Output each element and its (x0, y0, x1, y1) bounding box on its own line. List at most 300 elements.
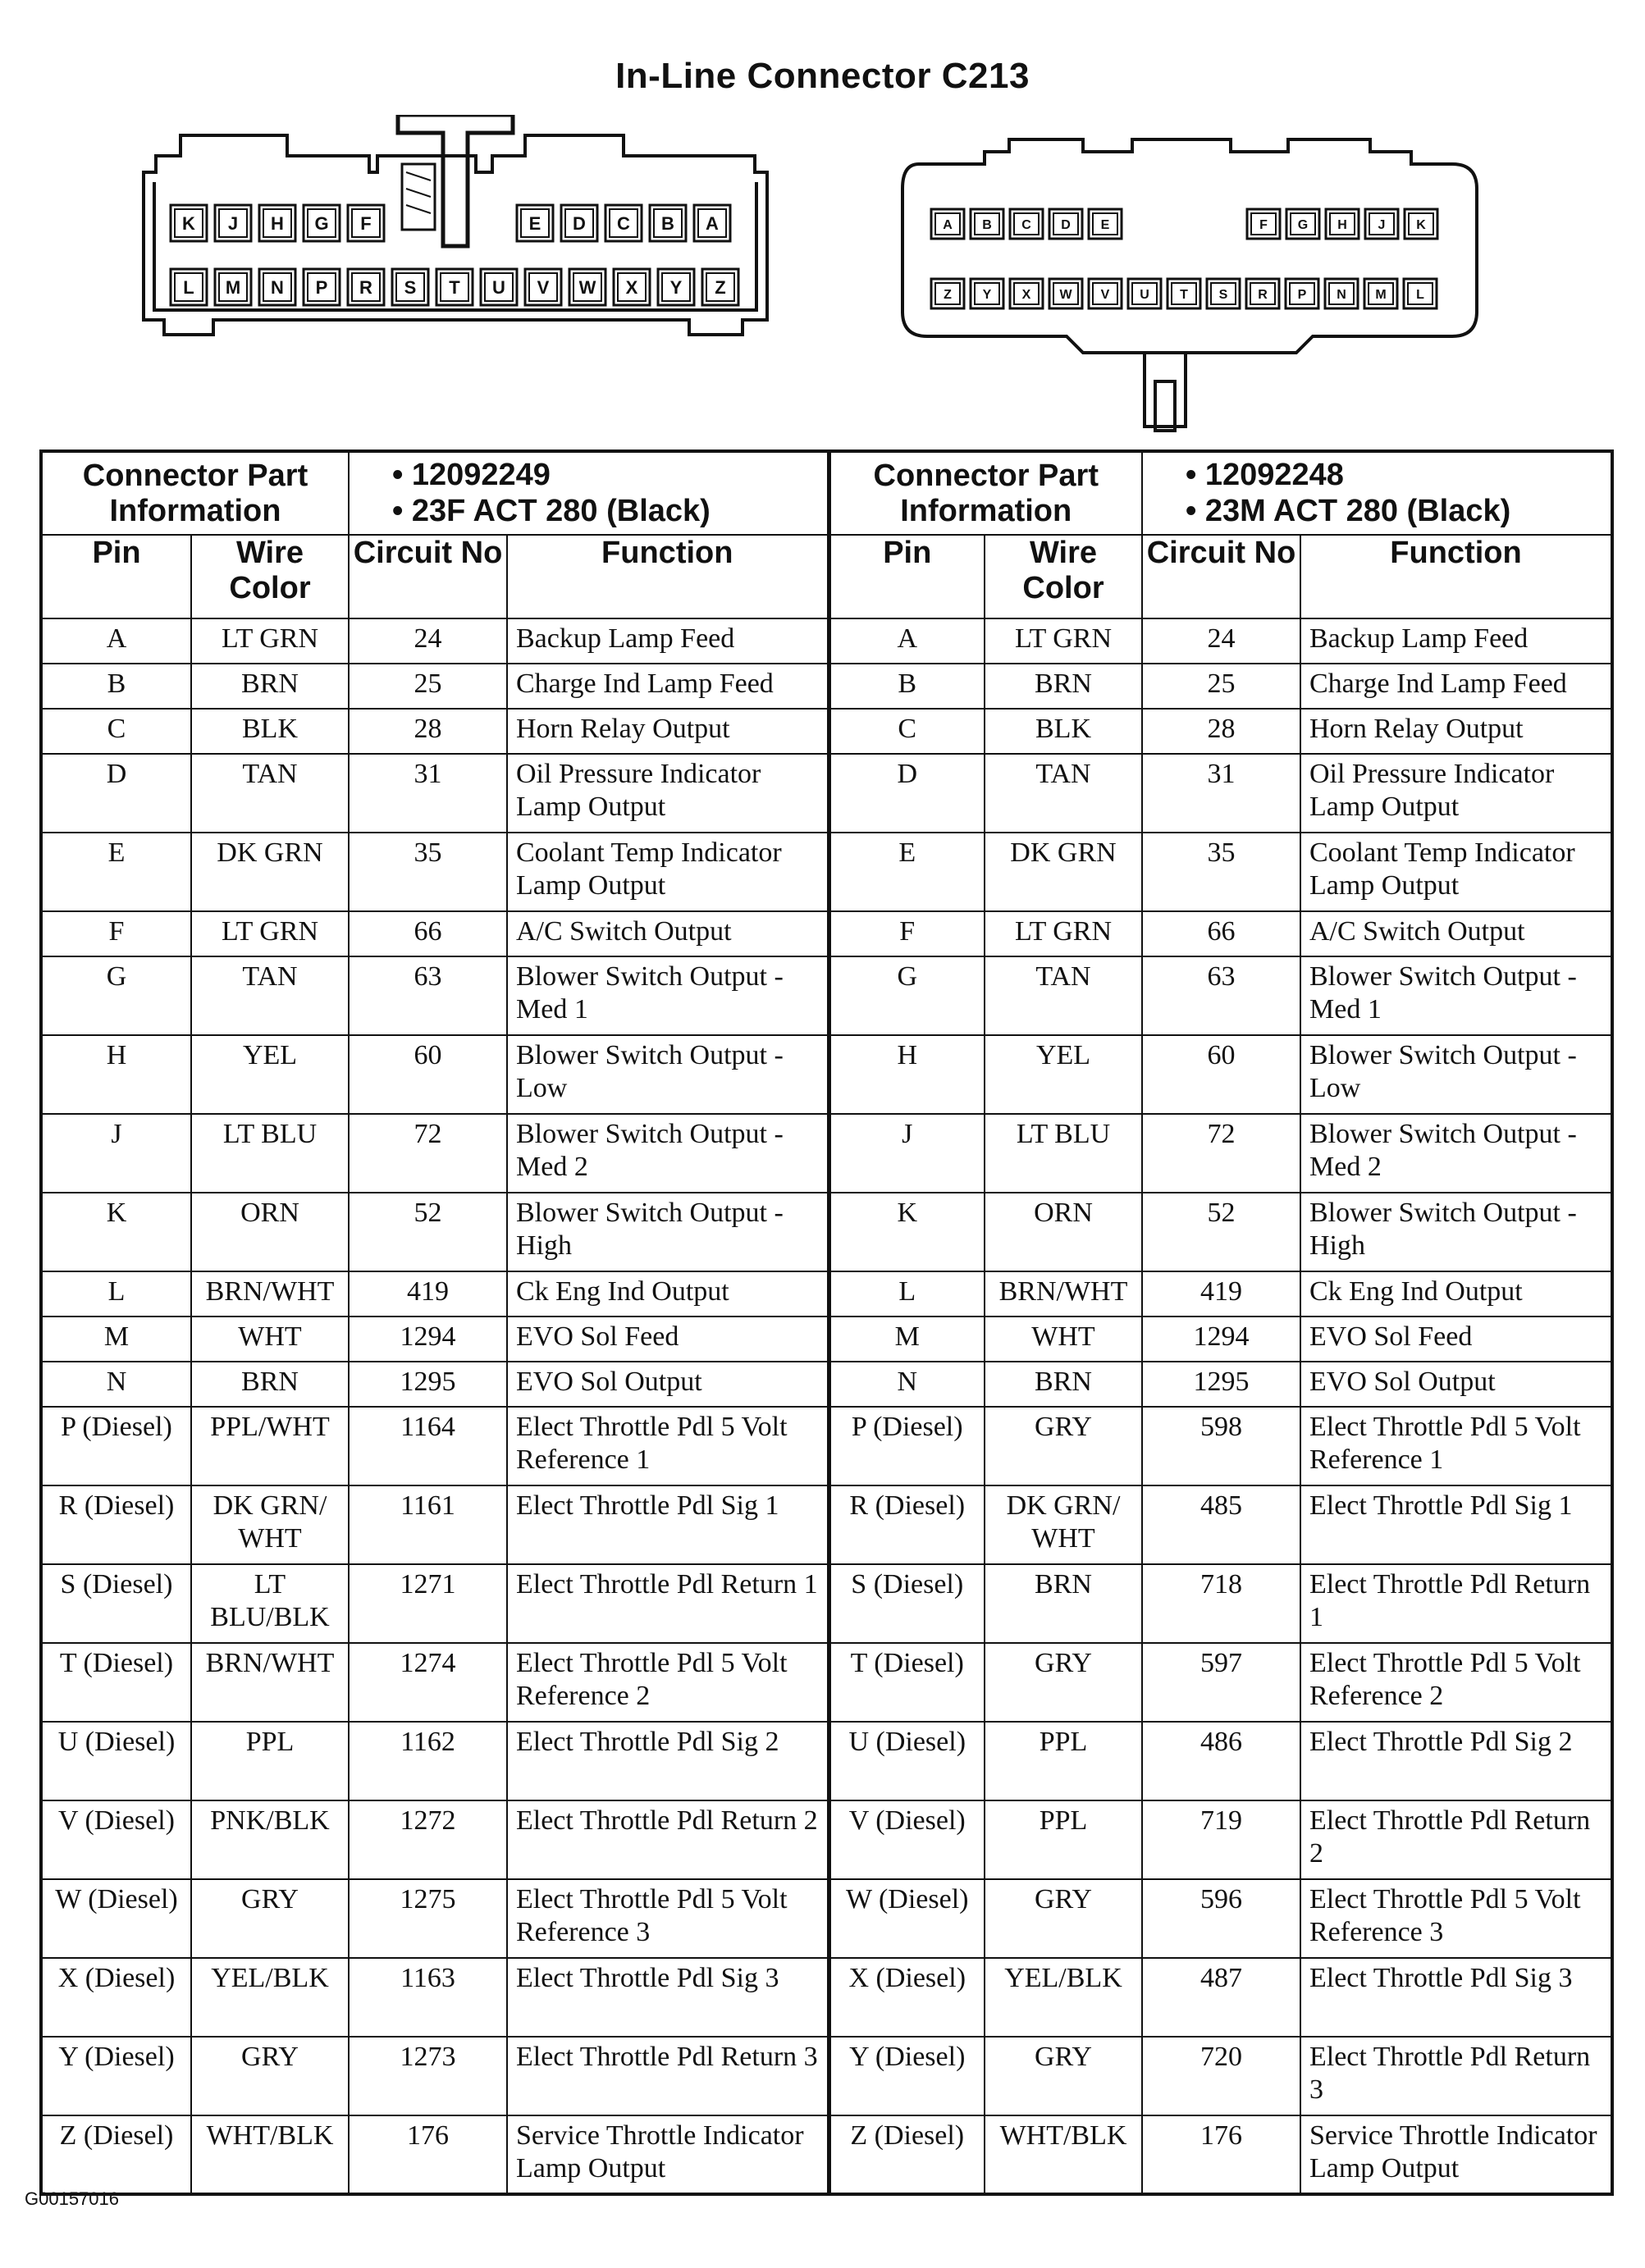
function-cell: Elect Throttle Pdl Sig 2 (1300, 1722, 1612, 1800)
table-row (41, 1485, 1612, 1564)
pin-label: B (982, 217, 992, 232)
function-cell: Service Throttle Indicator Lamp Output (1300, 2115, 1612, 2194)
pin-cell: Z (Diesel) (41, 2115, 191, 2194)
function-cell: Blower Switch Output - High (507, 1193, 829, 1271)
function-cell: Blower Switch Output - Med 2 (1300, 1114, 1612, 1193)
wire-color-cell: BRN (985, 1362, 1142, 1407)
pin-cavity-j (215, 205, 251, 241)
circuit-no-cell: 1294 (1142, 1317, 1300, 1362)
circuit-no-cell: 1163 (349, 1958, 507, 2037)
function-cell: Elect Throttle Pdl Return 1 (1300, 1564, 1612, 1643)
wire-color-cell: YEL/BLK (985, 1958, 1142, 2037)
left-part-description: • 23F ACT 280 (Black) (392, 493, 711, 528)
circuit-no-cell: 419 (349, 1271, 507, 1317)
column-header-pin: Pin (829, 535, 985, 618)
table-row (41, 1193, 1612, 1271)
function-cell: Backup Lamp Feed (507, 618, 829, 664)
pin-cell: Y (Diesel) (829, 2037, 985, 2115)
female-bottom-pins (171, 269, 738, 305)
wire-color-cell: DK GRN (985, 833, 1142, 911)
table-row (41, 1643, 1612, 1722)
function-cell: Elect Throttle Pdl Sig 1 (507, 1485, 829, 1564)
table-row (41, 2037, 1612, 2115)
right-part-number: • 12092248 (1186, 457, 1344, 492)
circuit-no-cell: 52 (1142, 1193, 1300, 1271)
pin-label: P (315, 276, 328, 298)
circuit-no-cell: 487 (1142, 1958, 1300, 2037)
circuit-no-cell: 597 (1142, 1643, 1300, 1722)
pin-label: M (1375, 287, 1387, 302)
circuit-no-cell: 72 (1142, 1114, 1300, 1193)
circuit-no-cell: 419 (1142, 1271, 1300, 1317)
wire-color-cell: LT GRN (191, 618, 349, 664)
function-cell: Horn Relay Output (507, 709, 829, 754)
pin-cavity-g (1286, 209, 1319, 239)
pin-cell: A (41, 618, 191, 664)
function-cell: Blower Switch Output - Med 1 (507, 956, 829, 1035)
pin-cell: C (829, 709, 985, 754)
function-cell: Elect Throttle Pdl 5 Volt Reference 1 (507, 1407, 829, 1485)
wire-color-cell: GRY (985, 2037, 1142, 2115)
left-connector-info-label: Connector Part Information (41, 451, 349, 535)
pin-label: Y (669, 276, 683, 298)
circuit-no-cell: 486 (1142, 1722, 1300, 1800)
pin-label: C (1021, 217, 1031, 232)
wire-color-cell: ORN (985, 1193, 1142, 1271)
pin-cavity-w (569, 269, 605, 305)
function-cell: EVO Sol Feed (1300, 1317, 1612, 1362)
wire-color-cell: LT BLU/BLK (191, 1564, 349, 1643)
wire-color-cell: WHT (191, 1317, 349, 1362)
table-row (41, 1800, 1612, 1879)
column-header-row (41, 535, 1612, 618)
table-row (41, 664, 1612, 709)
pin-label: F (1259, 217, 1268, 232)
circuit-no-cell: 1164 (349, 1407, 507, 1485)
pin-cavity-a (931, 209, 964, 239)
pin-cell: S (Diesel) (41, 1564, 191, 1643)
wire-color-cell: LT BLU (985, 1114, 1142, 1193)
pin-label: H (271, 212, 284, 234)
pin-label: B (661, 212, 674, 234)
wire-color-cell: BRN (191, 1362, 349, 1407)
table-row (41, 1362, 1612, 1407)
function-cell: Elect Throttle Pdl 5 Volt Reference 3 (507, 1879, 829, 1958)
circuit-no-cell: 720 (1142, 2037, 1300, 2115)
function-cell: Elect Throttle Pdl Return 2 (1300, 1800, 1612, 1879)
pin-cavity-t (1167, 279, 1200, 308)
wire-color-cell: PPL (191, 1722, 349, 1800)
wire-color-cell: ORN (191, 1193, 349, 1271)
function-cell: Coolant Temp Indicator Lamp Output (1300, 833, 1612, 911)
circuit-no-cell: 31 (1142, 754, 1300, 833)
wire-color-cell: LT BLU (191, 1114, 349, 1193)
pin-cavity-k (1405, 209, 1437, 239)
pin-cell: L (829, 1271, 985, 1317)
function-cell: EVO Sol Output (1300, 1362, 1612, 1407)
pin-cavity-t (436, 269, 473, 305)
pin-cell: A (829, 618, 985, 664)
circuit-no-cell: 1294 (349, 1317, 507, 1362)
pin-cell: W (Diesel) (41, 1879, 191, 1958)
pin-cavity-s (1207, 279, 1240, 308)
pin-label: T (449, 276, 460, 298)
pin-label: V (1100, 287, 1110, 302)
pin-cell: V (Diesel) (829, 1800, 985, 1879)
pin-label: U (1140, 287, 1149, 302)
pin-label: D (1061, 217, 1071, 232)
male-bottom-pins (931, 279, 1437, 308)
page-title: In-Line Connector C213 (615, 56, 1030, 96)
pinout-body (41, 618, 1612, 2194)
circuit-no-cell: 60 (1142, 1035, 1300, 1114)
wire-color-cell: BLK (191, 709, 349, 754)
function-cell: Oil Pressure Indicator Lamp Output (1300, 754, 1612, 833)
pin-cell: M (829, 1317, 985, 1362)
wire-color-cell: GRY (985, 1643, 1142, 1722)
function-cell: Blower Switch Output - Med 2 (507, 1114, 829, 1193)
circuit-no-cell: 31 (349, 754, 507, 833)
circuit-no-cell: 25 (349, 664, 507, 709)
function-cell: Ck Eng Ind Output (507, 1271, 829, 1317)
pin-cavity-b (650, 205, 686, 241)
circuit-no-cell: 1274 (349, 1643, 507, 1722)
circuit-no-cell: 66 (349, 911, 507, 956)
function-cell: Elect Throttle Pdl 5 Volt Reference 3 (1300, 1879, 1612, 1958)
pin-cavity-n (259, 269, 295, 305)
circuit-no-cell: 1295 (349, 1362, 507, 1407)
figure-code: G00157016 (25, 2188, 119, 2209)
pin-cavity-a (694, 205, 730, 241)
function-cell: Elect Throttle Pdl Sig 2 (507, 1722, 829, 1800)
pin-cell: C (41, 709, 191, 754)
pin-label: X (1021, 287, 1031, 302)
wire-color-cell: PPL (985, 1722, 1142, 1800)
circuit-no-cell: 35 (1142, 833, 1300, 911)
function-cell: Elect Throttle Pdl 5 Volt Reference 2 (1300, 1643, 1612, 1722)
pin-label: U (492, 276, 505, 298)
pin-cell: E (829, 833, 985, 911)
pin-cavity-r (348, 269, 384, 305)
table-row (41, 709, 1612, 754)
pin-label: N (271, 276, 284, 298)
pin-cell: H (41, 1035, 191, 1114)
circuit-no-cell: 719 (1142, 1800, 1300, 1879)
function-cell: Elect Throttle Pdl Sig 1 (1300, 1485, 1612, 1564)
circuit-no-cell: 1161 (349, 1485, 507, 1564)
function-cell: Elect Throttle Pdl 5 Volt Reference 1 (1300, 1407, 1612, 1485)
wire-color-cell: YEL (191, 1035, 349, 1114)
pin-cavity-h (259, 205, 295, 241)
wire-color-cell: YEL (985, 1035, 1142, 1114)
pin-cavity-l (171, 269, 207, 305)
pin-cavity-n (1325, 279, 1358, 308)
pin-label: K (1416, 217, 1426, 232)
wire-color-cell: WHT (985, 1317, 1142, 1362)
pin-cavity-r (1246, 279, 1279, 308)
pin-cell: N (829, 1362, 985, 1407)
wire-color-cell: DK GRN/ WHT (191, 1485, 349, 1564)
function-cell: Blower Switch Output - Med 1 (1300, 956, 1612, 1035)
wire-color-cell: YEL/BLK (191, 1958, 349, 2037)
circuit-no-cell: 176 (1142, 2115, 1300, 2194)
pin-cell: K (829, 1193, 985, 1271)
table-row (41, 1114, 1612, 1193)
pin-cell: L (41, 1271, 191, 1317)
circuit-no-cell: 28 (349, 709, 507, 754)
wire-color-cell: BRN (985, 664, 1142, 709)
pin-label: R (1258, 287, 1268, 302)
function-cell: Elect Throttle Pdl Return 1 (507, 1564, 829, 1643)
wire-color-cell: TAN (985, 754, 1142, 833)
wire-color-cell: BRN (191, 664, 349, 709)
wire-color-cell: BRN/WHT (985, 1271, 1142, 1317)
male-top-right-pins (1247, 209, 1437, 239)
pin-cavity-j (1365, 209, 1398, 239)
pin-label: L (183, 276, 194, 298)
pin-cavity-x (1010, 279, 1043, 308)
wire-color-cell: LT GRN (985, 618, 1142, 664)
pin-cavity-x (614, 269, 650, 305)
circuit-no-cell: 1272 (349, 1800, 507, 1879)
pin-cavity-m (1364, 279, 1397, 308)
male-top-left-pins (931, 209, 1122, 239)
table-row (41, 1564, 1612, 1643)
pin-cavity-u (1128, 279, 1161, 308)
function-cell: Charge Ind Lamp Feed (1300, 664, 1612, 709)
pin-cell: P (Diesel) (829, 1407, 985, 1485)
circuit-no-cell: 485 (1142, 1485, 1300, 1564)
circuit-no-cell: 24 (1142, 618, 1300, 664)
wire-color-cell: GRY (191, 2037, 349, 2115)
pin-cavity-w (1049, 279, 1082, 308)
wire-color-cell: TAN (985, 956, 1142, 1035)
function-cell: Horn Relay Output (1300, 709, 1612, 754)
function-cell: EVO Sol Output (507, 1362, 829, 1407)
function-cell: Blower Switch Output - Low (1300, 1035, 1612, 1114)
pin-cell: K (41, 1193, 191, 1271)
circuit-no-cell: 25 (1142, 664, 1300, 709)
wire-color-cell: GRY (985, 1879, 1142, 1958)
pin-label: Z (715, 276, 726, 298)
pin-label: G (314, 212, 329, 234)
pin-label: A (706, 212, 719, 234)
table-row (41, 1958, 1612, 2037)
function-cell: Oil Pressure Indicator Lamp Output (507, 754, 829, 833)
table-row (41, 2115, 1612, 2194)
table-row (41, 1722, 1612, 1800)
wire-color-cell: GRY (985, 1407, 1142, 1485)
pin-cavity-u (481, 269, 517, 305)
function-cell: Ck Eng Ind Output (1300, 1271, 1612, 1317)
pin-label: J (1378, 217, 1386, 232)
circuit-no-cell: 1162 (349, 1722, 507, 1800)
pin-cavity-l (1404, 279, 1437, 308)
pin-cavity-p (304, 269, 340, 305)
pin-label: E (1100, 217, 1110, 232)
function-cell: Backup Lamp Feed (1300, 618, 1612, 664)
circuit-no-cell: 72 (349, 1114, 507, 1193)
pin-label: W (578, 276, 596, 298)
wire-color-cell: TAN (191, 754, 349, 833)
wire-color-cell: BRN/WHT (191, 1271, 349, 1317)
pin-cell: V (Diesel) (41, 1800, 191, 1879)
pin-cell: T (Diesel) (41, 1643, 191, 1722)
right-connector-info-label: Connector Part Information (829, 451, 1142, 535)
circuit-no-cell: 1275 (349, 1879, 507, 1958)
function-cell: A/C Switch Output (1300, 911, 1612, 956)
pin-label: S (1218, 287, 1228, 302)
function-cell: Elect Throttle Pdl Return 3 (1300, 2037, 1612, 2115)
circuit-no-cell: 1271 (349, 1564, 507, 1643)
function-cell: Service Throttle Indicator Lamp Output (507, 2115, 829, 2194)
wire-color-cell: PPL (985, 1800, 1142, 1879)
function-cell: Blower Switch Output - Low (507, 1035, 829, 1114)
table-row (41, 1407, 1612, 1485)
wire-color-cell: PNK/BLK (191, 1800, 349, 1879)
pin-cavity-f (348, 205, 384, 241)
table-row (41, 1879, 1612, 1958)
circuit-no-cell: 60 (349, 1035, 507, 1114)
circuit-no-cell: 718 (1142, 1564, 1300, 1643)
pin-cavity-d (1049, 209, 1082, 239)
pin-cell: J (829, 1114, 985, 1193)
pin-cell: Z (Diesel) (829, 2115, 985, 2194)
wire-color-cell: WHT/BLK (191, 2115, 349, 2194)
circuit-no-cell: 24 (349, 618, 507, 664)
right-part-description: • 23M ACT 280 (Black) (1186, 493, 1511, 528)
circuit-no-cell: 63 (349, 956, 507, 1035)
pin-cavity-c (605, 205, 642, 241)
pin-label: J (227, 212, 239, 234)
table-row (41, 1271, 1612, 1317)
pin-cavity-v (525, 269, 561, 305)
pin-label: T (1180, 287, 1188, 302)
circuit-no-cell: 1273 (349, 2037, 507, 2115)
pin-cell: F (829, 911, 985, 956)
column-header-pin: Pin (41, 535, 191, 618)
right-connector-part-info (1142, 451, 1612, 535)
left-connector-part-info (349, 451, 829, 535)
circuit-no-cell: 63 (1142, 956, 1300, 1035)
pin-label: K (182, 212, 195, 234)
pin-cell: X (Diesel) (829, 1958, 985, 2037)
wire-color-cell: BLK (985, 709, 1142, 754)
pin-label: A (943, 217, 953, 232)
function-cell: Charge Ind Lamp Feed (507, 664, 829, 709)
pin-cavity-c (1010, 209, 1043, 239)
pin-cell: T (Diesel) (829, 1643, 985, 1722)
function-cell: Elect Throttle Pdl Sig 3 (507, 1958, 829, 2037)
table-row (41, 618, 1612, 664)
circuit-no-cell: 28 (1142, 709, 1300, 754)
pin-cell: B (829, 664, 985, 709)
pin-cell: R (Diesel) (829, 1485, 985, 1564)
table-row (41, 956, 1612, 1035)
pin-label: V (537, 276, 550, 298)
column-header-function: Function (507, 535, 829, 618)
function-cell: Elect Throttle Pdl Return 3 (507, 2037, 829, 2115)
function-cell: Coolant Temp Indicator Lamp Output (507, 833, 829, 911)
circuit-no-cell: 52 (349, 1193, 507, 1271)
wire-color-cell: BRN (985, 1564, 1142, 1643)
table-row (41, 833, 1612, 911)
pin-cell: R (Diesel) (41, 1485, 191, 1564)
pin-cell: E (41, 833, 191, 911)
pin-cavity-v (1089, 279, 1122, 308)
pin-cell: J (41, 1114, 191, 1193)
pin-cavity-m (215, 269, 251, 305)
connector-info-row (41, 451, 1612, 535)
circuit-no-cell: 35 (349, 833, 507, 911)
wire-color-cell: DK GRN (191, 833, 349, 911)
pin-label: M (225, 276, 241, 298)
pin-cell: G (41, 956, 191, 1035)
pin-label: H (1337, 217, 1347, 232)
column-header-circuit-no: Circuit No (1142, 535, 1300, 618)
male-connector-diagram (886, 115, 1493, 443)
pin-cell: P (Diesel) (41, 1407, 191, 1485)
pin-cell: U (Diesel) (829, 1722, 985, 1800)
pin-cavity-h (1326, 209, 1359, 239)
pin-label: S (404, 276, 417, 298)
pin-label: D (573, 212, 586, 234)
column-header-function: Function (1300, 535, 1612, 618)
column-header-circuit-no: Circuit No (349, 535, 507, 618)
pin-label: E (528, 212, 541, 234)
wire-color-cell: TAN (191, 956, 349, 1035)
wire-color-cell: BRN/WHT (191, 1643, 349, 1722)
pin-cavity-f (1247, 209, 1280, 239)
pin-cell: U (Diesel) (41, 1722, 191, 1800)
pin-label: N (1337, 287, 1346, 302)
pin-cell: X (Diesel) (41, 1958, 191, 2037)
table-row (41, 911, 1612, 956)
function-cell: Elect Throttle Pdl Sig 3 (1300, 1958, 1612, 2037)
pin-cavity-y (971, 279, 1003, 308)
female-top-pins (171, 205, 730, 241)
function-cell: Elect Throttle Pdl Return 2 (507, 1800, 829, 1879)
function-cell: Elect Throttle Pdl 5 Volt Reference 2 (507, 1643, 829, 1722)
circuit-no-cell: 176 (349, 2115, 507, 2194)
pin-cell: H (829, 1035, 985, 1114)
pin-cell: G (829, 956, 985, 1035)
column-header-wire-color: Wire Color (191, 535, 349, 618)
pin-cavity-k (171, 205, 207, 241)
function-cell: Blower Switch Output - High (1300, 1193, 1612, 1271)
wire-color-cell: PPL/WHT (191, 1407, 349, 1485)
pin-cavity-e (1089, 209, 1122, 239)
pin-cavity-g (304, 205, 340, 241)
pin-label: F (360, 212, 372, 234)
pin-cell: D (829, 754, 985, 833)
circuit-no-cell: 1295 (1142, 1362, 1300, 1407)
table-row (41, 1317, 1612, 1362)
wire-color-cell: GRY (191, 1879, 349, 1958)
pin-label: R (359, 276, 372, 298)
pin-cavity-d (561, 205, 597, 241)
wire-color-cell: LT GRN (191, 911, 349, 956)
circuit-no-cell: 596 (1142, 1879, 1300, 1958)
pin-label: Y (982, 287, 992, 302)
pinout-table (39, 449, 1614, 2196)
circuit-no-cell: 598 (1142, 1407, 1300, 1485)
pin-label: G (1297, 217, 1309, 232)
pin-cavity-z (931, 279, 964, 308)
wire-color-cell: WHT/BLK (985, 2115, 1142, 2194)
pin-label: W (1059, 287, 1072, 302)
pin-cell: N (41, 1362, 191, 1407)
